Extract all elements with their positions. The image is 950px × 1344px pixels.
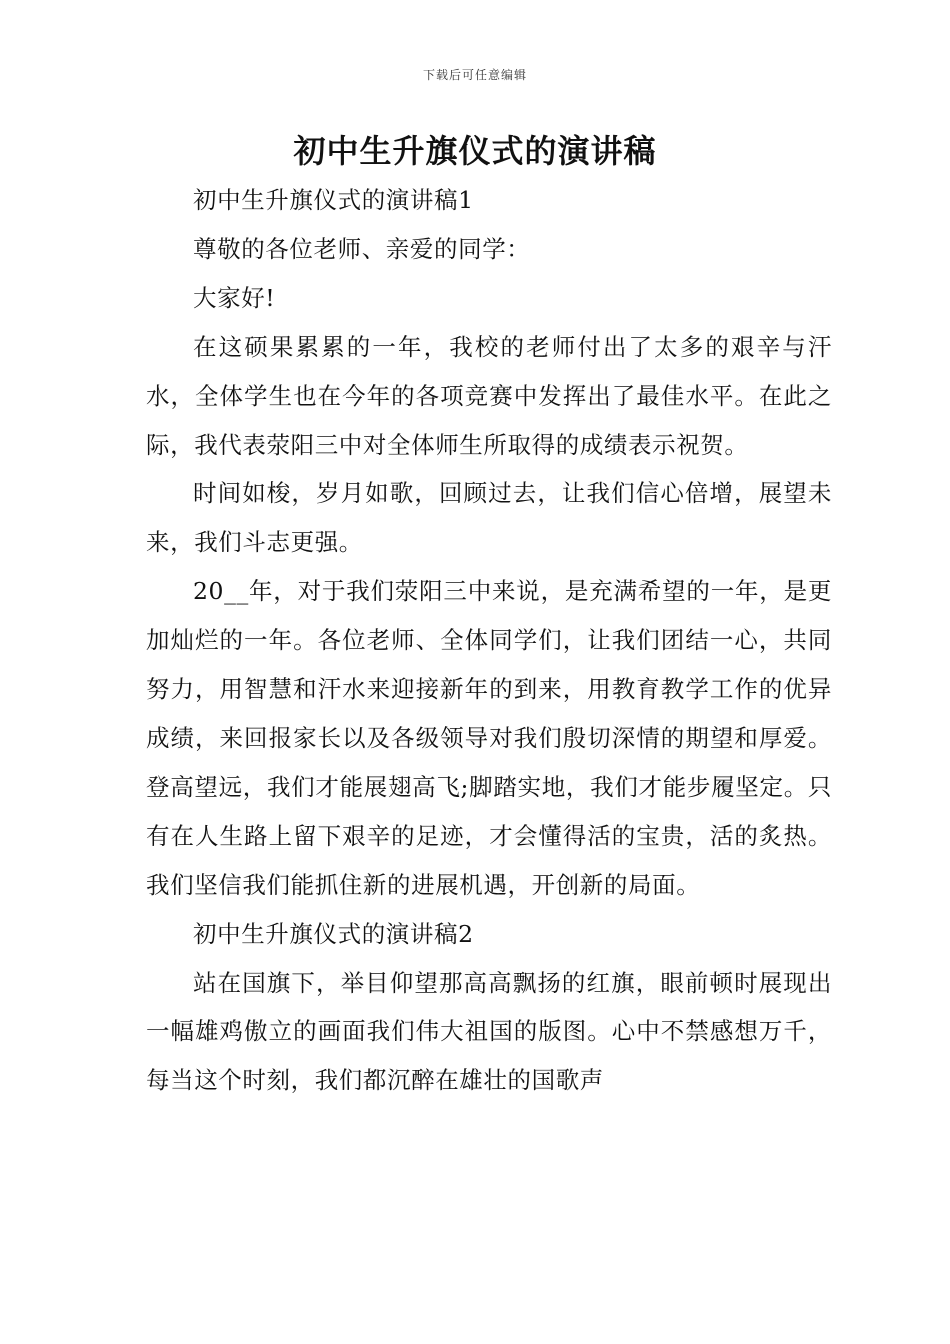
paragraph: 20__年，对于我们荥阳三中来说，是充满希望的一年，是更加灿烂的一年。各位老师、全体同学们，让我们团结一心，共同努力，用智慧和汗水来迎接新年的到来，用教育教学工作的优异成绩，来回报家长以及各级领导对我们殷切深情的期望和厚爱。登高望远，我们才能展翅高飞;脚踏实地，我们才能步履坚定。只有在人生路上留下艰辛的足迹，才会懂得活的宝贵，活的炙热。我们坚信我们能抓住新的进展机遇，开创新的局面。	[146, 577, 832, 899]
section-heading-2: 初中生升旗仪式的演讲稿2	[193, 919, 474, 948]
greeting: 大家好!	[193, 283, 276, 312]
paragraph: 时间如梭，岁月如歌，回顾过去，让我们信心倍增，展望未来，我们斗志更强。	[146, 479, 832, 557]
section-heading-1: 初中生升旗仪式的演讲稿1	[193, 186, 474, 214]
paragraph: 在这硕果累累的一年，我校的老师付出了太多的艰辛与汗水，全体学生也在今年的各项竞赛中发挥出了最佳水平。在此之际，我代表荥阳三中对全体师生所取得的成绩表示祝贺。	[146, 332, 832, 459]
salutation: 尊敬的各位老师、亲爱的同学：	[193, 234, 531, 263]
paragraph: 站在国旗下，举目仰望那高高飘扬的红旗，眼前顿时展现出一幅雄鸡傲立的画面我们伟大祖国的版图。心中不禁感想万千，每当这个时刻，我们都沉醉在雄壮的国歌声	[146, 968, 832, 1095]
document-title: 初中生升旗仪式的演讲稿	[293, 132, 657, 170]
header-note: 下载后可任意编辑	[422, 68, 527, 82]
document-body	[146, 176, 832, 1105]
